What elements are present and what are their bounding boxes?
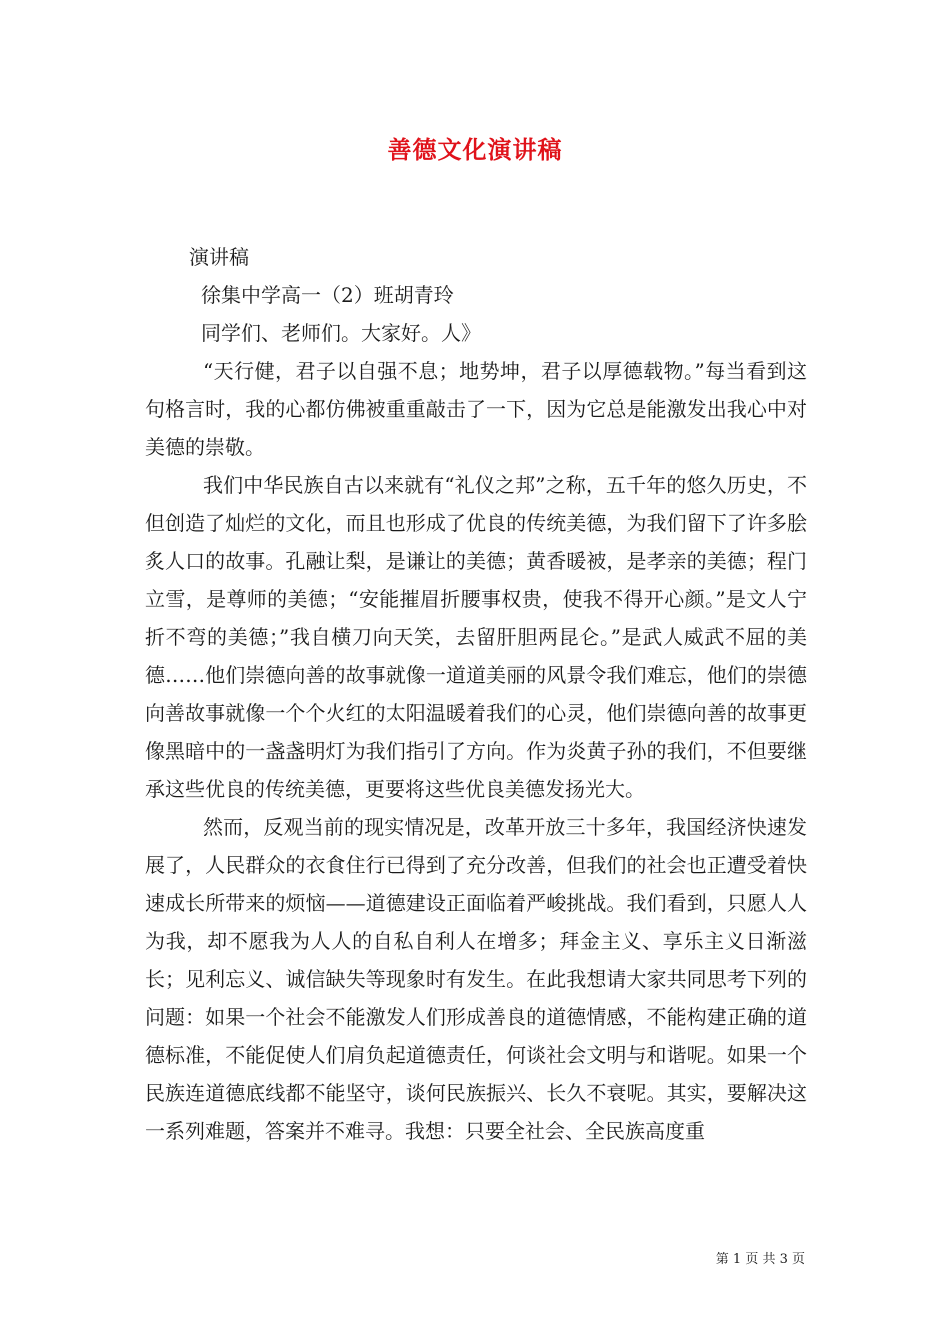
page-number-footer: 第 1 页 共 3 页: [715, 1252, 805, 1267]
document-title: 善德文化演讲稿: [387, 135, 563, 164]
paragraph-3: 然而，反观当前的现实情况是，改革开放三十多年，我国经济快速发展了，人民群众的衣食住行已得到了充分改善，但我们的社会也正遭受着快速成长所带来的烦恼——道德建设正面临着严峻挑战。我们看到，只愿人人为我，却不愿我为人人的自私自利人在增多；拜金主义、享乐主义日渐滋长；见利忘义、诚信缺失等现象时有发生。在此我想请大家共同思考下列的问题：如果一个社会不能激发人们形成善良的道德情感，不能构建正确的道德标准，不能促使人们肩负起道德责任，何谈社会文明与和谐呢。如果一个民族连道德底线都不能坚守，谈何民族振兴、长久不衰呢。其实，要解决这一系列难题，答案并不难寻。我想：只要全社会、全民族高度重: [145, 815, 807, 1143]
paragraph-2: 我们中华民族自古以来就有“礼仪之邦”之称，五千年的悠久历史，不但创造了灿烂的文化，而且也形成了优良的传统美德，为我们留下了许多脍炙人口的故事。孔融让梨，是谦让的美德；黄香暖被，是孝亲的美德；程门立雪，是尊师的美德；“安能摧眉折腰事权贵，使我不得开心颜。”是文人宁折不弯的美德；”我自横刀向天笑，去留肝胆两昆仑。”是武人威武不屈的美德……他们崇德向善的故事就像一道道美丽的风景令我们难忘，他们的崇德向善故事就像一个个火红的太阳温暖着我们的心灵，他们崇德向善的故事更像黑暗中的一盏盏明灯为我们指引了方向。作为炎黄子孙的我们，不但要继承这些优良的传统美德，更要将这些优良美德发扬光大。: [145, 473, 807, 801]
greeting-line: 同学们、老师们。大家好。人》: [201, 321, 481, 345]
paragraph-1: “天行健，君子以自强不息；地势坤，君子以厚德载物。”每当看到这句格言时，我的心都仿佛被重重敲击了一下，因为它总是能激发出我心中对美德的崇敬。: [145, 359, 807, 459]
document-body: [145, 238, 807, 1150]
author-line: 徐集中学高一（2）班胡青玲: [201, 283, 454, 307]
speech-heading: 演讲稿: [189, 245, 249, 269]
